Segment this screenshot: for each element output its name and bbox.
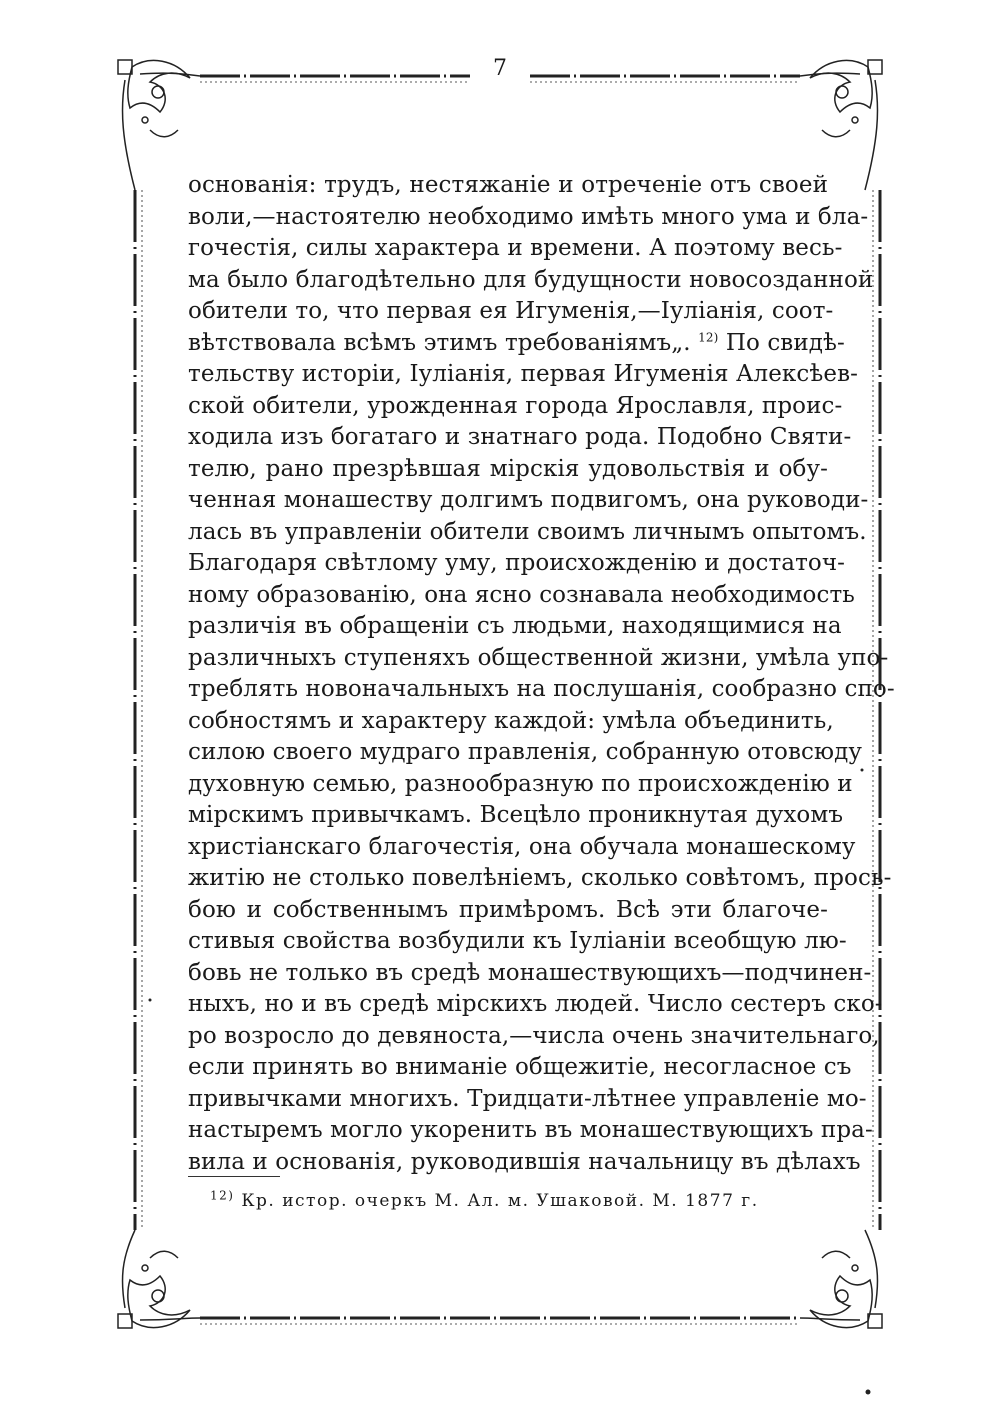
text-line: ныхъ, но и въ средѣ мірскихъ людей. Число сестеръ ско- bbox=[188, 991, 883, 1017]
page-number: 7 bbox=[493, 56, 507, 81]
text-line: бовь не только въ средѣ монашествующихъ—подчинен- bbox=[188, 959, 872, 986]
text-line: собностямъ и характеру каждой: умѣла объединить, bbox=[188, 707, 834, 734]
text-line: обители то, что первая ея Игуменія,—Іуліанія, соот- bbox=[188, 298, 834, 324]
body-text bbox=[188, 170, 895, 1178]
text-line: стивыя свойства возбудили къ Іуліаніи всеобщую лю- bbox=[188, 928, 847, 954]
text-line: тельству исторіи, Іуліанія, первая Игуменія Алексѣев- bbox=[188, 361, 858, 387]
text-line: силою своего мудраго правленія, собранную отовсюду bbox=[188, 739, 862, 765]
text-line: если принять во вниманіе общежитіе, несогласное съ bbox=[188, 1054, 852, 1080]
text-line: ма было благодѣтельно для будущности новосозданной bbox=[188, 266, 874, 293]
footnote-marker: 12) bbox=[210, 1188, 235, 1203]
text-line: телю, рано презрѣвшая мірскія удовольствія и обу- bbox=[188, 455, 828, 482]
footnote-reference: 12) bbox=[698, 329, 719, 344]
text-line: воли,—настоятелю необходимо имѣть много ума и бла- bbox=[188, 203, 869, 230]
text-line: различія въ обращеніи съ людьми, находящимися на bbox=[188, 613, 842, 639]
text-line: вила и основанія, руководившія начальницу въ дѣлахъ bbox=[188, 1148, 861, 1175]
footnote-divider bbox=[188, 1176, 280, 1177]
footnote bbox=[210, 1190, 759, 1212]
text-line: Благодаря свѣтлому уму, происхожденію и достаточ- bbox=[188, 550, 846, 576]
text-line: ской обители, урожденная города Ярославля, проис- bbox=[188, 392, 843, 419]
text-line: ному образованію, она ясно сознавала необходимость bbox=[188, 581, 855, 608]
text-line: мірскимъ привычкамъ. Всецѣло проникнутая духомъ bbox=[188, 802, 844, 828]
text-line: лась въ управленіи обители своимъ личнымъ опытомъ. bbox=[188, 518, 867, 545]
text-line: ходила изъ богатаго и знатнаго рода. Подобно Святи- bbox=[188, 424, 852, 450]
text-line: привычками многихъ. Тридцати-лѣтнее управленіе мо- bbox=[188, 1085, 867, 1112]
text-line: настыремъ могло укоренить въ монашествующихъ пра- bbox=[188, 1117, 873, 1143]
text-line-with-footnote-ref bbox=[188, 328, 845, 360]
footnote-text: Кр. истор. очеркъ М. Ал. м. Ушаковой. М. 1877 г. bbox=[241, 1191, 759, 1211]
text-line: христіанскаго благочестія, она обучала монашескому bbox=[188, 833, 856, 860]
text-line: основанія: трудъ, нестяжаніе и отреченіе отъ своей bbox=[188, 172, 828, 198]
text-line: духовную семью, разнообразную по происхожденію и bbox=[188, 770, 853, 797]
text-line: бою и собственнымъ примѣромъ. Всѣ эти благоче- bbox=[188, 896, 828, 923]
text-line: треблять новоначальныхъ на послушанія, сообразно спо- bbox=[188, 676, 895, 702]
text-line: житію не столько повелѣніемъ, сколько совѣтомъ, прось- bbox=[188, 865, 892, 891]
text-line-start: вѣтствовала всѣмъ этимъ требованіямъ„. bbox=[188, 329, 691, 356]
text-line: ро возросло до девяноста,—числа очень значительнаго, bbox=[188, 1022, 880, 1049]
text-line: гочестія, силы характера и времени. А поэтому весь- bbox=[188, 235, 843, 261]
text-line-end: По свидѣ- bbox=[725, 329, 845, 356]
text-line: ченная монашеству долгимъ подвигомъ, она руководи- bbox=[188, 487, 869, 513]
text-line: различныхъ ступеняхъ общественной жизни, умѣла упо- bbox=[188, 644, 889, 671]
